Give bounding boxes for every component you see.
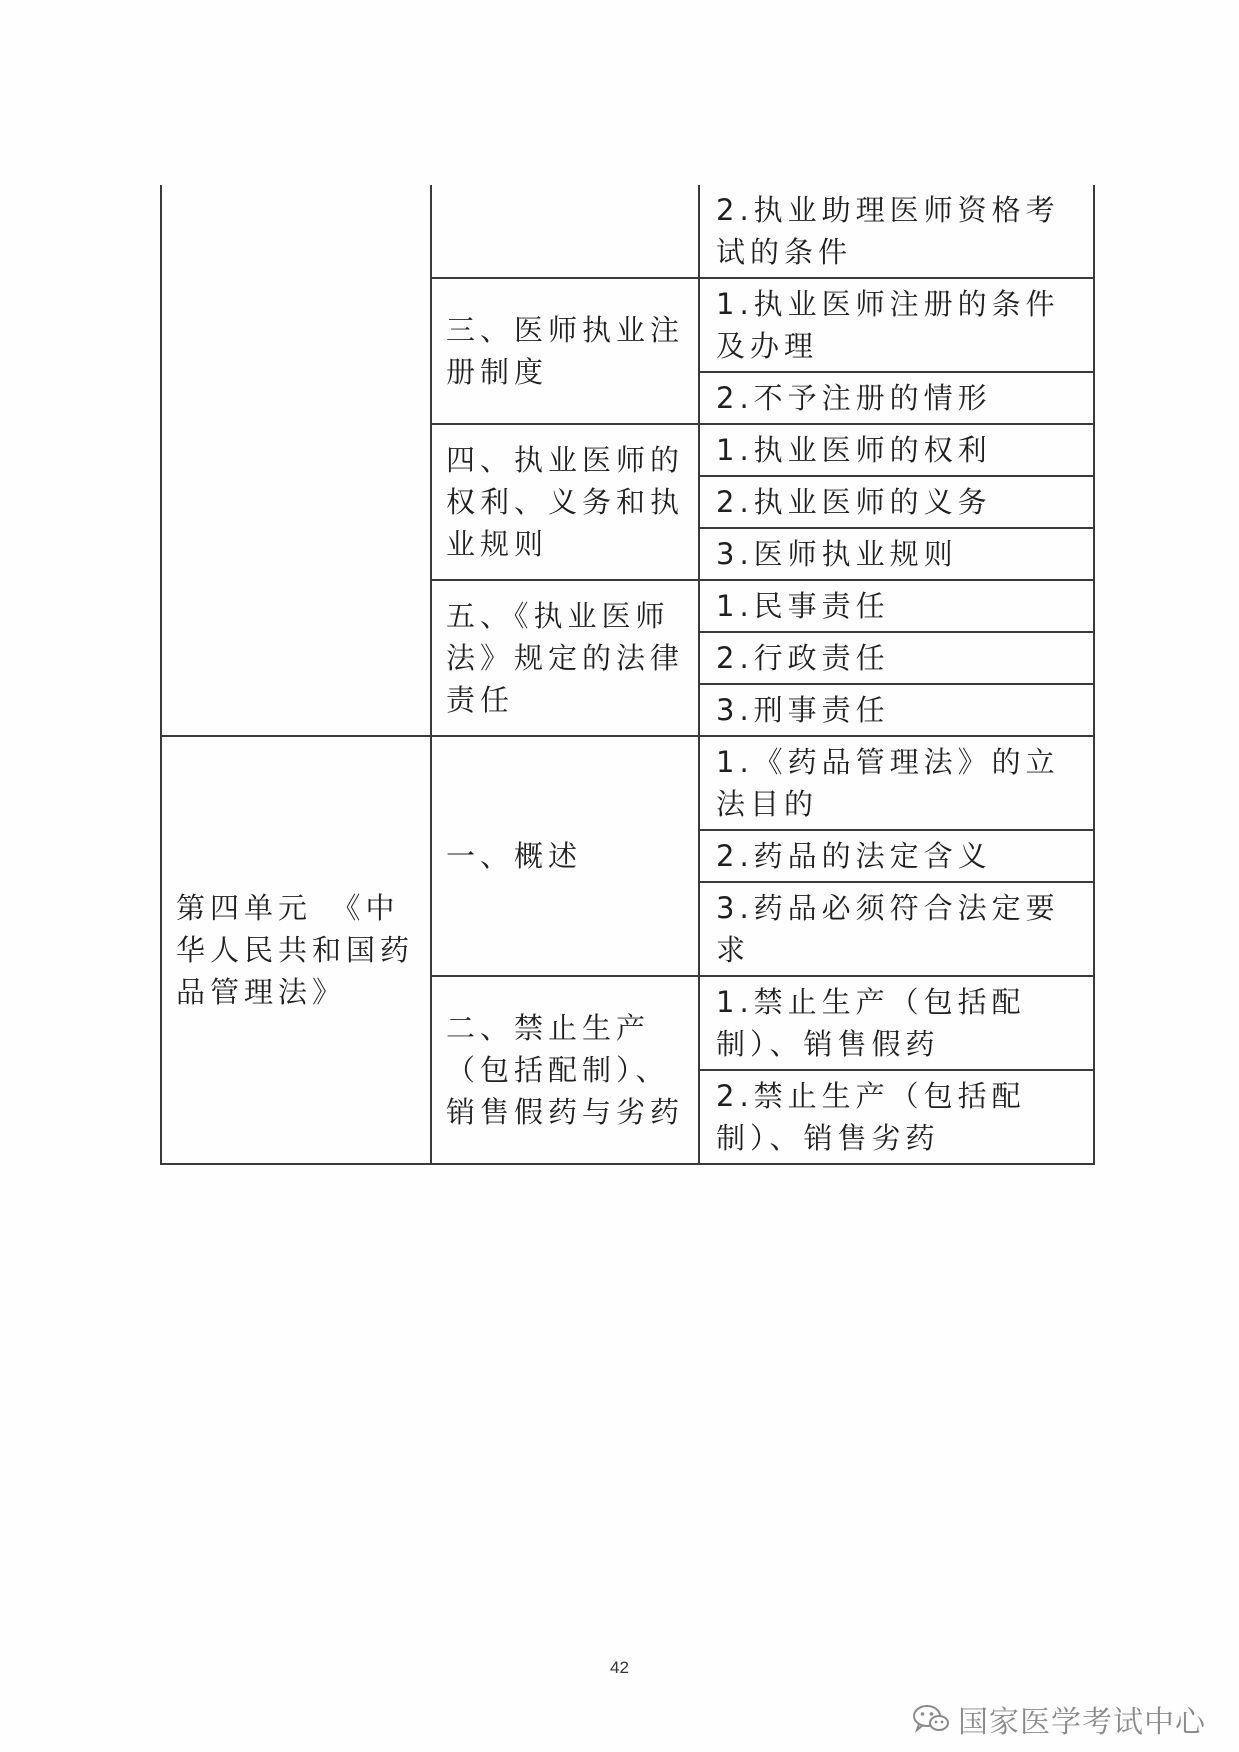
item-cell: 1.执业医师注册的条件及办理 (699, 278, 1094, 372)
item-cell: 1.禁止生产（包括配制）、销售假药 (699, 976, 1094, 1070)
watermark (912, 1697, 1206, 1741)
item-cell: 3.医师执业规则 (699, 528, 1094, 580)
item-cell: 1.《药品管理法》的立法目的 (699, 736, 1094, 830)
section-cell: 二、禁止生产（包括配制）、销售假药与劣药 (431, 976, 699, 1164)
section-cell: 四、执业医师的权利、义务和执业规则 (431, 424, 699, 580)
section-cell: 一、概述 (431, 736, 699, 976)
table-row (161, 736, 1094, 830)
exam-outline-table (160, 185, 1095, 1165)
item-cell: 2.不予注册的情形 (699, 372, 1094, 424)
item-cell: 1.执业医师的权利 (699, 424, 1094, 476)
item-cell: 2.禁止生产（包括配制）、销售劣药 (699, 1070, 1094, 1164)
table-row (161, 185, 1094, 278)
item-cell: 2.行政责任 (699, 632, 1094, 684)
unit-cell-continued (161, 185, 431, 736)
page-number: 42 (610, 1658, 629, 1677)
wechat-icon (912, 1704, 950, 1734)
item-cell: 3.药品必须符合法定要求 (699, 882, 1094, 976)
exam-outline-table-container (160, 185, 1093, 1165)
item-cell: 2.执业助理医师资格考试的条件 (699, 185, 1094, 278)
item-cell: 2.药品的法定含义 (699, 830, 1094, 882)
section-cell: 三、医师执业注册制度 (431, 278, 699, 424)
item-cell: 3.刑事责任 (699, 684, 1094, 736)
item-cell: 1.民事责任 (699, 580, 1094, 632)
item-cell: 2.执业医师的义务 (699, 476, 1094, 528)
unit-cell: 第四单元 《中华人民共和国药品管理法》 (161, 736, 431, 1164)
section-cell-continued (431, 185, 699, 278)
section-cell: 五、《执业医师法》规定的法律责任 (431, 580, 699, 736)
watermark-text: 国家医学考试中心 (958, 1705, 1206, 1740)
